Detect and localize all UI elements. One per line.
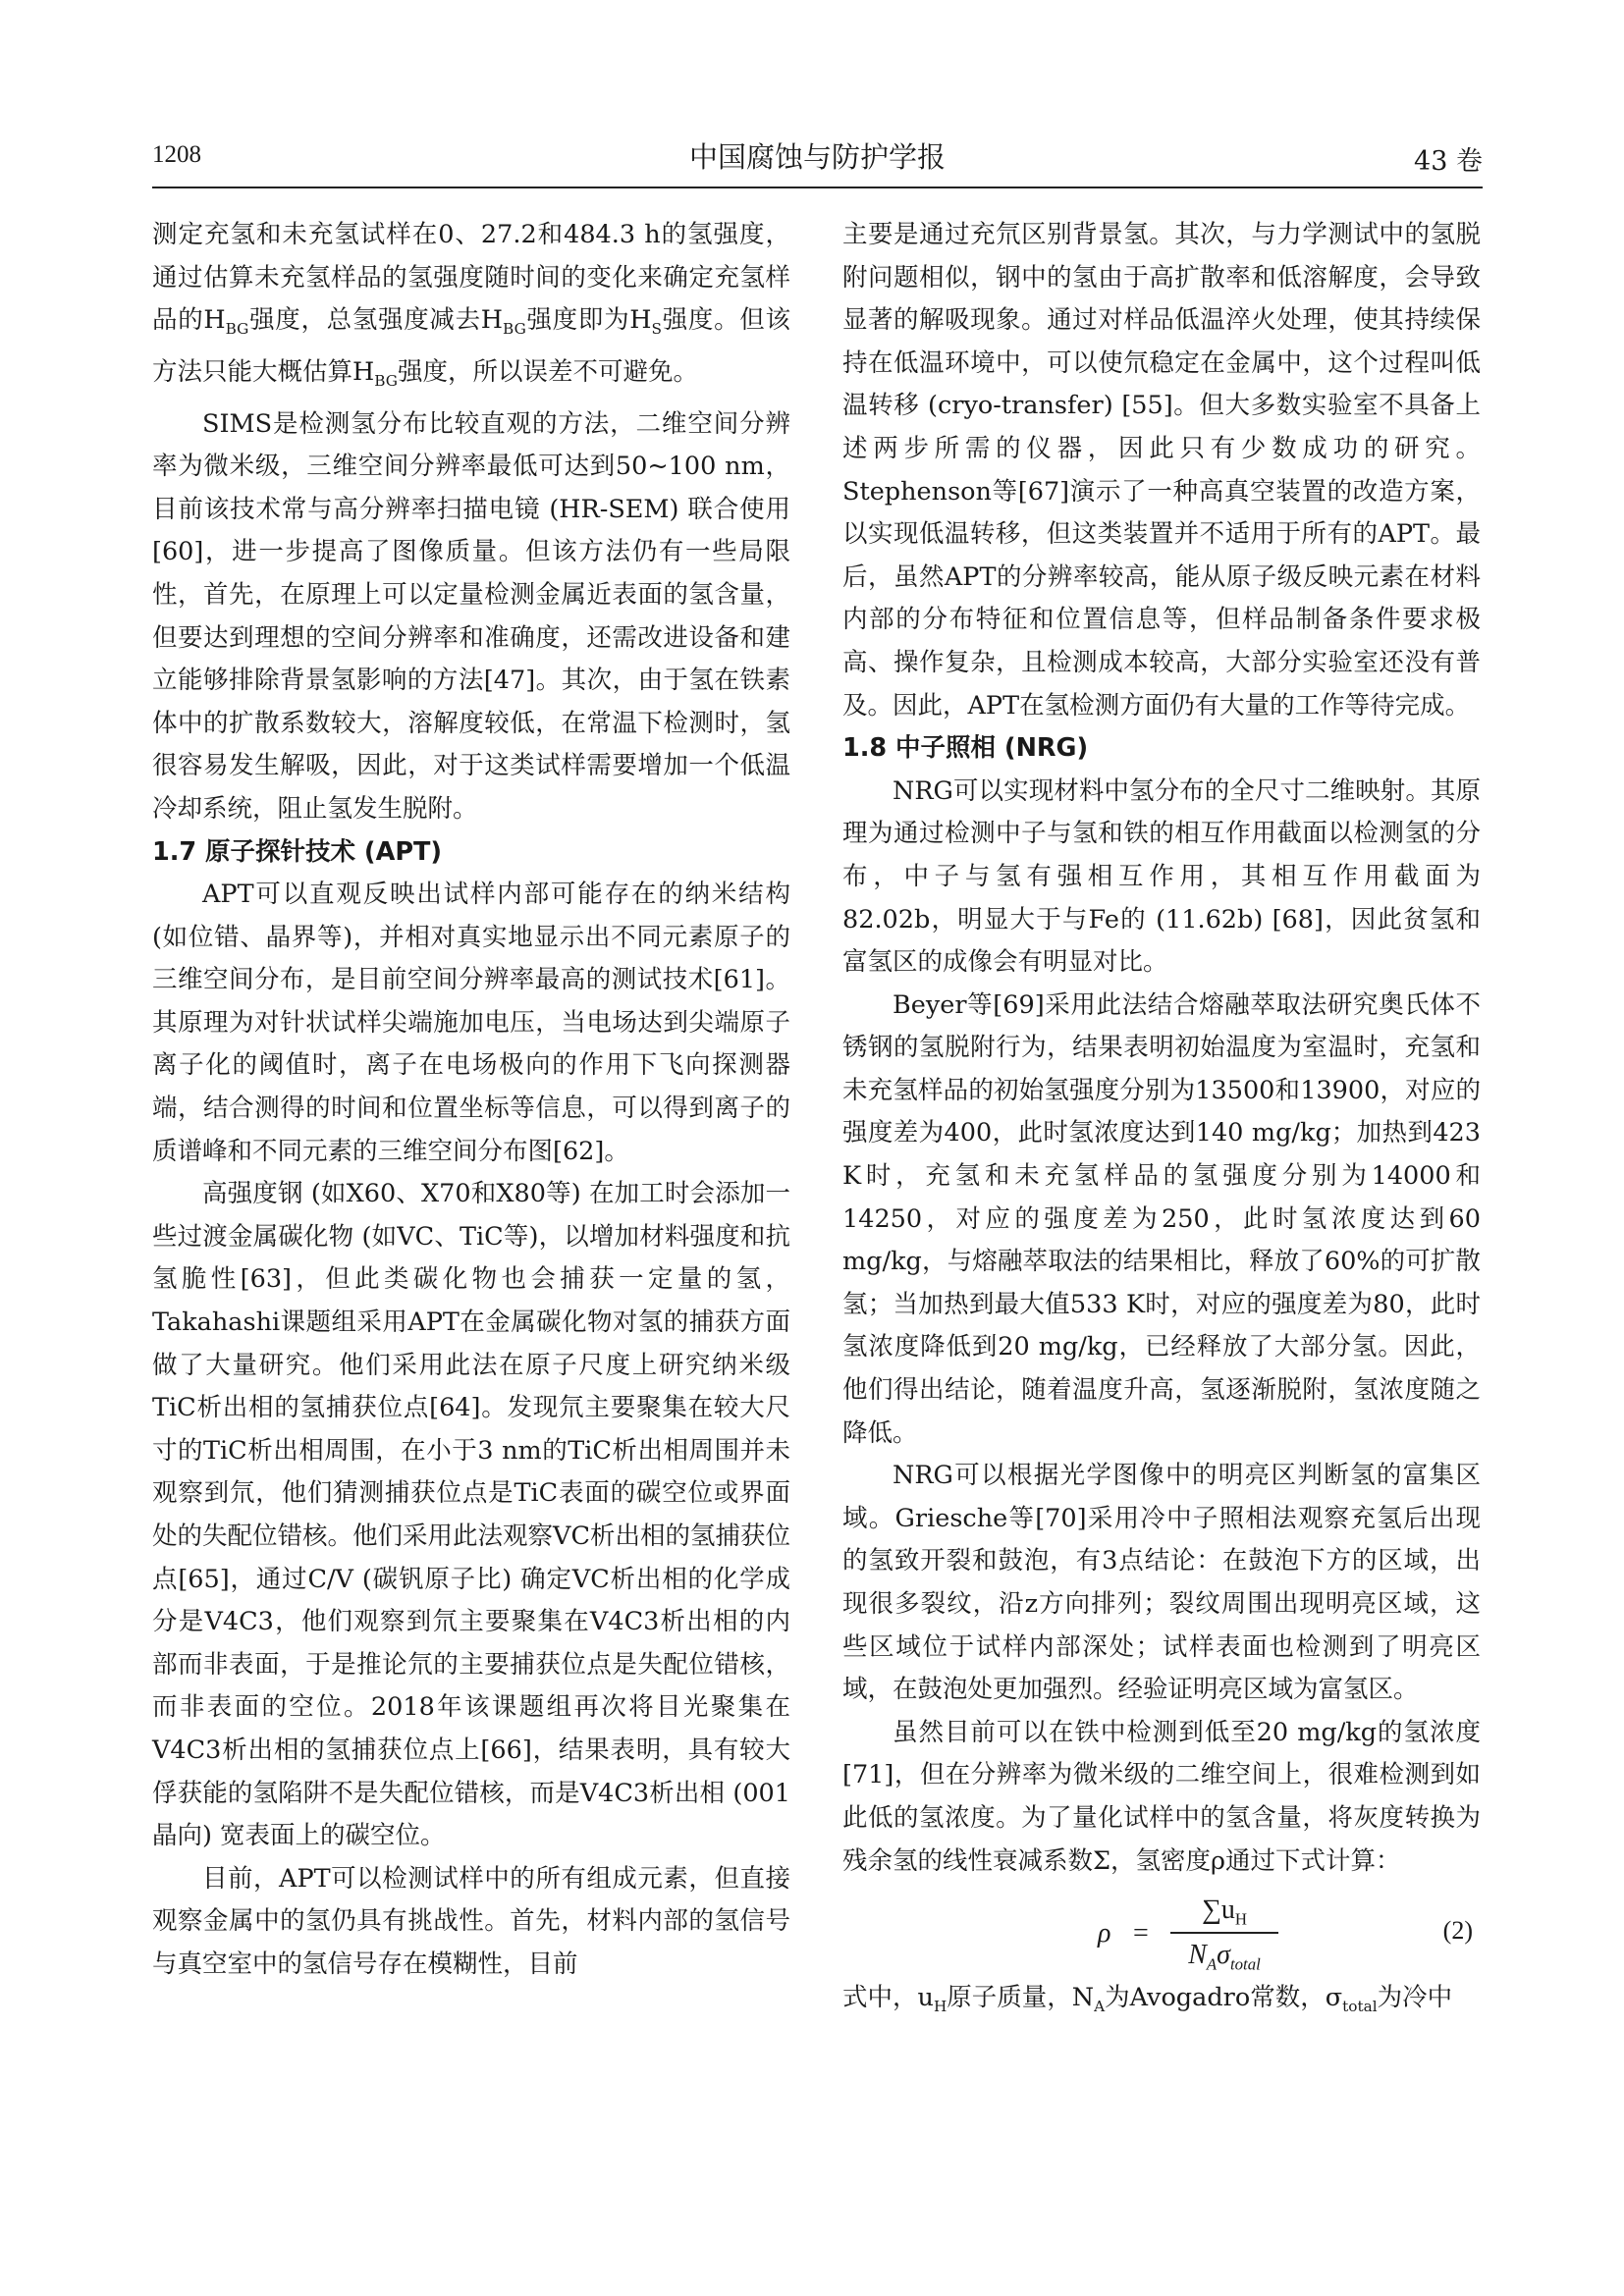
equation-equals: = (1133, 1918, 1149, 1949)
page-number: 1208 (152, 141, 201, 168)
page-header (152, 135, 1483, 179)
paragraph: 测定充氢和未充氢试样在0、27.2和484.3 h的氢强度，通过估算未充氢样品的氢强度随时间的变化来确定充氢样品的$H_{BG}$强度，总氢强度减去$H_{BG}$强度即为$H_S$强度。但该方法只能大概估算$H_{BG}$强度，所以误差不可避免。 (152, 220, 790, 390)
volume-label: 43 卷 (1414, 146, 1483, 177)
section-heading: 1.7 原子探针技术 (APT) (152, 836, 443, 867)
fraction-bar (1170, 1932, 1278, 1934)
paragraph: SIMS是检测氢分布比较直观的方法，二维空间分辨率为微米级，三维空间分辨率最低可达到50~100 nm，目前该技术常与高分辨率扫描电镜 (HR-SEM) 联合使用[60]，进一步提高了图像质量。但该方法仍有一些局限性，首先，在原理上可以定量检测金属近表面的氢含量，但要达到理想的空间分辨率和准确度，还需改进设备和建立能够排除背景氢影响的方法[47]。其次，由于氢在铁素体中的扩散系数较大，溶解度较低，在常温下检测时，氢很容易发生解吸，因此，对于这类试样需要增加一个低温冷却系统，阻止氢发生脱附。 (152, 408, 790, 824)
equation-denominator: $N_A\sigma_{total}$ (1188, 1940, 1261, 1974)
equation-block (842, 1883, 1481, 1977)
paragraph: 目前，APT可以检测试样中的所有组成元素，但直接观察金属中的氢仍具有挑战性。首先，材料内部的氢信号与真空室中的氢信号存在模糊性，目前 (152, 1863, 790, 1979)
section-heading: 1.8 中子照相 (NRG) (842, 733, 1089, 764)
equation-lhs: ρ (1098, 1918, 1111, 1949)
paragraph: NRG可以根据光学图像中的明亮区判断氢的富集区域。Griesche等[70]采用冷中子照相法观察充氢后出现的氢致开裂和鼓泡，有3点结论：在鼓泡下方的区域，出现很多裂纹，沿z方向排列；裂纹周围出现明亮区域，这些区域位于试样内部深处；试样表面也检测到了明亮区域，在鼓泡处更加强烈。经验证明亮区域为富氢区。 (842, 1461, 1481, 1705)
paragraph: 主要是通过充氘区别背景氢。其次，与力学测试中的氢脱附问题相似，钢中的氢由于高扩散率和低溶解度，会导致显著的解吸现象。通过对样品低温淬火处理，使其持续保持在低温环境中，可以使氘稳定在金属中，这个过程叫低温转移 (cryo-transfer) [55]。但大多数实验室不具备上述两步所需的仪器，因此只有少数成功的研究。Stephenson等[67]演示了一种高真空装置的改造方案，以实现低温转移，但这类装置并不适用于所有的APT。最后，虽然APT的分辨率较高，能从原子级反映元素在材料内部的分布特征和位置信息等，但样品制备条件要求极高、操作复杂，且检测成本较高，大部分实验室还没有普及。因此，APT在氢检测方面仍有大量的工作等待完成。 (842, 220, 1481, 721)
journal-title: 中国腐蚀与防护学报 (688, 140, 946, 174)
header-rule (152, 187, 1483, 188)
equation-number: (2) (1442, 1916, 1473, 1946)
paragraph: NRG可以实现材料中氢分布的全尺寸二维映射。其原理为通过检测中子与氢和铁的相互作用截面以检测氢的分布，中子与氢有强相互作用，其相互作用截面为82.02b，明显大于与Fe的 (11.62b) [68]，因此贫氢和富氢区的成像会有明显对比。 (842, 775, 1481, 978)
paragraph: 高强度钢 (如X60、X70和X80等) 在加工时会添加一些过渡金属碳化物 (如VC、TiC等)，以增加材料强度和抗氢脆性[63]，但此类碳化物也会捕获一定量的氢，Takahashi课题组采用APT在金属碳化物对氢的捕获方面做了大量研究。他们采用此法在原子尺度上研究纳米级TiC析出相的氢捕获位点[64]。发现氘主要聚集在较大尺寸的TiC析出相周围，在小于3 nm的TiC析出相周围并未观察到氘，他们猜测捕获位点是TiC表面的碳空位或界面处的失配位错核。他们采用此法观察VC析出相的氢捕获位点[65]，通过C/V (碳钒原子比) 确定VC析出相的化学成分是V4C3，他们观察到氘主要聚集在V4C3析出相的内部而非表面，于是推论氘的主要捕获位点是失配位错核，而非表面的空位。2018年该课题组再次将目光聚集在V4C3析出相的氢捕获位点上[66]，结果表明，具有较大俘获能的氢陷阱不是失配位错核，而是V4C3析出相 (001晶向) 宽表面上的碳空位。 (152, 1179, 790, 1851)
paragraph: Beyer等[69]采用此法结合熔融萃取法研究奥氏体不锈钢的氢脱附行为，结果表明初始温度为室温时，充氢和未充氢样品的初始氢强度分别为13500和13900，对应的强度差为400，此时氢浓度达到140 mg/kg；加热到423 K时，充氢和未充氢样品的氢强度分别为14000和14250，对应的强度差为250，此时氢浓度达到60 mg/kg，与熔融萃取法的结果相比，释放了60%的可扩散氢；当加热到最大值533 K时，对应的强度差为80，此时氢浓度降低到20 mg/kg，已经释放了大部分氢。因此，他们得出结论，随着温度升高，氢逐渐脱附，氢浓度随之降低。 (842, 989, 1481, 1448)
left-column (152, 214, 790, 2226)
paragraph: 虽然目前可以在铁中检测到低至20 mg/kg的氢浓度[71]，但在分辨率为微米级的二维空间上，很难检测到如此低的氢浓度。为了量化试样中的氢含量，将灰度转换为残余氢的线性衰减系数Σ，氢密度ρ通过下式计算： (842, 1717, 1481, 1876)
paragraph: APT可以直观反映出试样内部可能存在的纳米结构 (如位错、晶界等)，并相对真实地显示出不同元素原子的三维空间分布，是目前空间分辨率最高的测试技术[61]。其原理为对针状试样尖端施加电压，当电场达到尖端原子离子化的阈值时，离子在电场极向的作用下飞向探测器端，结合测得的时间和位置坐标等信息，可以得到离子的质谱峰和不同元素的三维空间分布图[62]。 (152, 880, 790, 1166)
right-column (842, 214, 1481, 2226)
paragraph: 式中，$u_H$原子质量，$N_A$为Avogadro常数，$\sigma_{total}$为冷中 (842, 1983, 1453, 2016)
equation-numerator: $\sum u_H$ (1201, 1895, 1248, 1929)
equation-fraction (1170, 1891, 1278, 1975)
